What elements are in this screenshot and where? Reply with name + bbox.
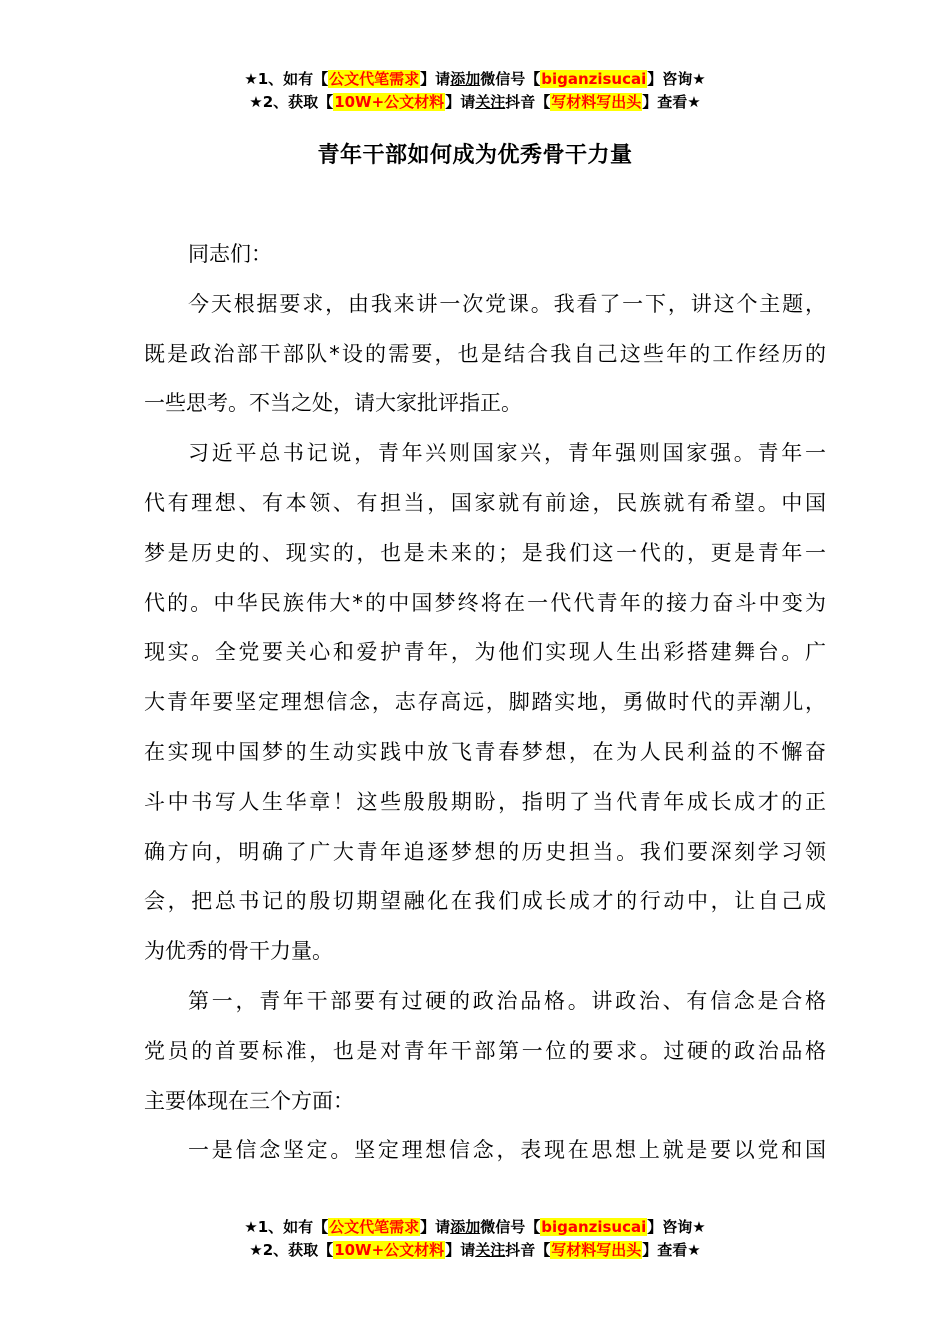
text-line: 一些思考。不当之处，请大家批评指正。: [144, 391, 522, 416]
underlined-text: 关注: [475, 1241, 506, 1259]
text-line: 同志们：: [188, 242, 272, 266]
underlined-text: 添加: [450, 70, 481, 88]
text-line: 确方向，明确了广大青年追逐梦想的历史担当。我们要深刻学习领: [144, 839, 826, 864]
text-line: 代的。中华民族伟大*的中国梦终将在一代代青年的接力奋斗中变为: [144, 590, 826, 615]
highlight-wechat-id: biganzisucai: [541, 70, 647, 88]
text-line: 今天根据要求，由我来讲一次党课。我看了一下，讲这个主题，: [188, 291, 826, 316]
header-banner: [0, 68, 950, 114]
banner-text: 】查看★: [642, 93, 701, 111]
banner-text: 】请: [420, 1218, 451, 1236]
banner-text: 】请: [445, 93, 476, 111]
text-line: 第一，青年干部要有过硬的政治品格。讲政治、有信念是合格: [188, 988, 826, 1013]
underlined-text: 关注: [475, 93, 506, 111]
text-line: 代有理想、有本领、有担当，国家就有前途，民族就有希望。中国: [144, 490, 826, 515]
text-line: 为优秀的骨干力量。: [144, 939, 333, 964]
text-line: 党员的首要标准，也是对青年干部第一位的要求。过硬的政治品格: [144, 1038, 826, 1063]
highlight-douyin-account: 写材料写出头: [551, 1241, 642, 1259]
highlight-service: 公文代笔需求: [329, 70, 420, 88]
highlight-materials: 10W+公文材料: [334, 93, 445, 111]
text-line: 习近平总书记说，青年兴则国家兴，青年强则国家强。青年一: [188, 441, 826, 466]
text-line: 梦是历史的、现实的，也是未来的；是我们这一代的，更是青年一: [144, 540, 826, 565]
banner-line-1: [0, 1216, 950, 1239]
banner-text: 抖音【: [505, 1241, 551, 1259]
banner-text: ★1、如有【: [244, 1218, 329, 1236]
banner-line-1: [0, 68, 950, 91]
highlight-materials: 10W+公文材料: [334, 1241, 445, 1259]
text-line: 斗中书写人生华章！这些殷殷期盼，指明了当代青年成长成才的正: [144, 789, 826, 814]
banner-text: 抖音【: [505, 93, 551, 111]
banner-text: 微信号【: [480, 1218, 541, 1236]
highlight-douyin-account: 写材料写出头: [551, 93, 642, 111]
banner-text: 】请: [445, 1241, 476, 1259]
text-line: 会，把总书记的殷切期望融化在我们成长成才的行动中，让自己成: [144, 889, 826, 914]
banner-line-2: [0, 1239, 950, 1262]
text-line: 大青年要坚定理想信念，志存高远，脚踏实地，勇做时代的弄潮儿，: [144, 690, 826, 715]
banner-text: ★1、如有【: [244, 70, 329, 88]
highlight-service: 公文代笔需求: [329, 1218, 420, 1236]
text-line: 主要体现在三个方面：: [144, 1088, 354, 1113]
banner-text: 】请: [420, 70, 451, 88]
underlined-text: 添加: [450, 1218, 481, 1236]
text-line: 一是信念坚定。坚定理想信念，表现在思想上就是要以党和国: [188, 1138, 826, 1163]
text-line: 既是政治部干部队*设的需要，也是结合我自己这些年的工作经历的: [144, 341, 826, 366]
text-line: 现实。全党要关心和爱护青年，为他们实现人生出彩搭建舞台。广: [144, 640, 826, 665]
highlight-wechat-id: biganzisucai: [541, 1218, 647, 1236]
text-line: 在实现中国梦的生动实践中放飞青春梦想，在为人民利益的不懈奋: [144, 739, 826, 764]
footer-banner: [0, 1216, 950, 1262]
banner-text: ★2、获取【: [249, 93, 334, 111]
banner-line-2: [0, 91, 950, 114]
banner-text: 微信号【: [480, 70, 541, 88]
document-title: 青年干部如何成为优秀骨干力量: [317, 143, 633, 168]
banner-text: 】查看★: [642, 1241, 701, 1259]
banner-text: 】咨询★: [647, 1218, 706, 1236]
banner-text: 】咨询★: [647, 70, 706, 88]
document-body: [144, 230, 826, 1176]
banner-text: ★2、获取【: [249, 1241, 334, 1259]
